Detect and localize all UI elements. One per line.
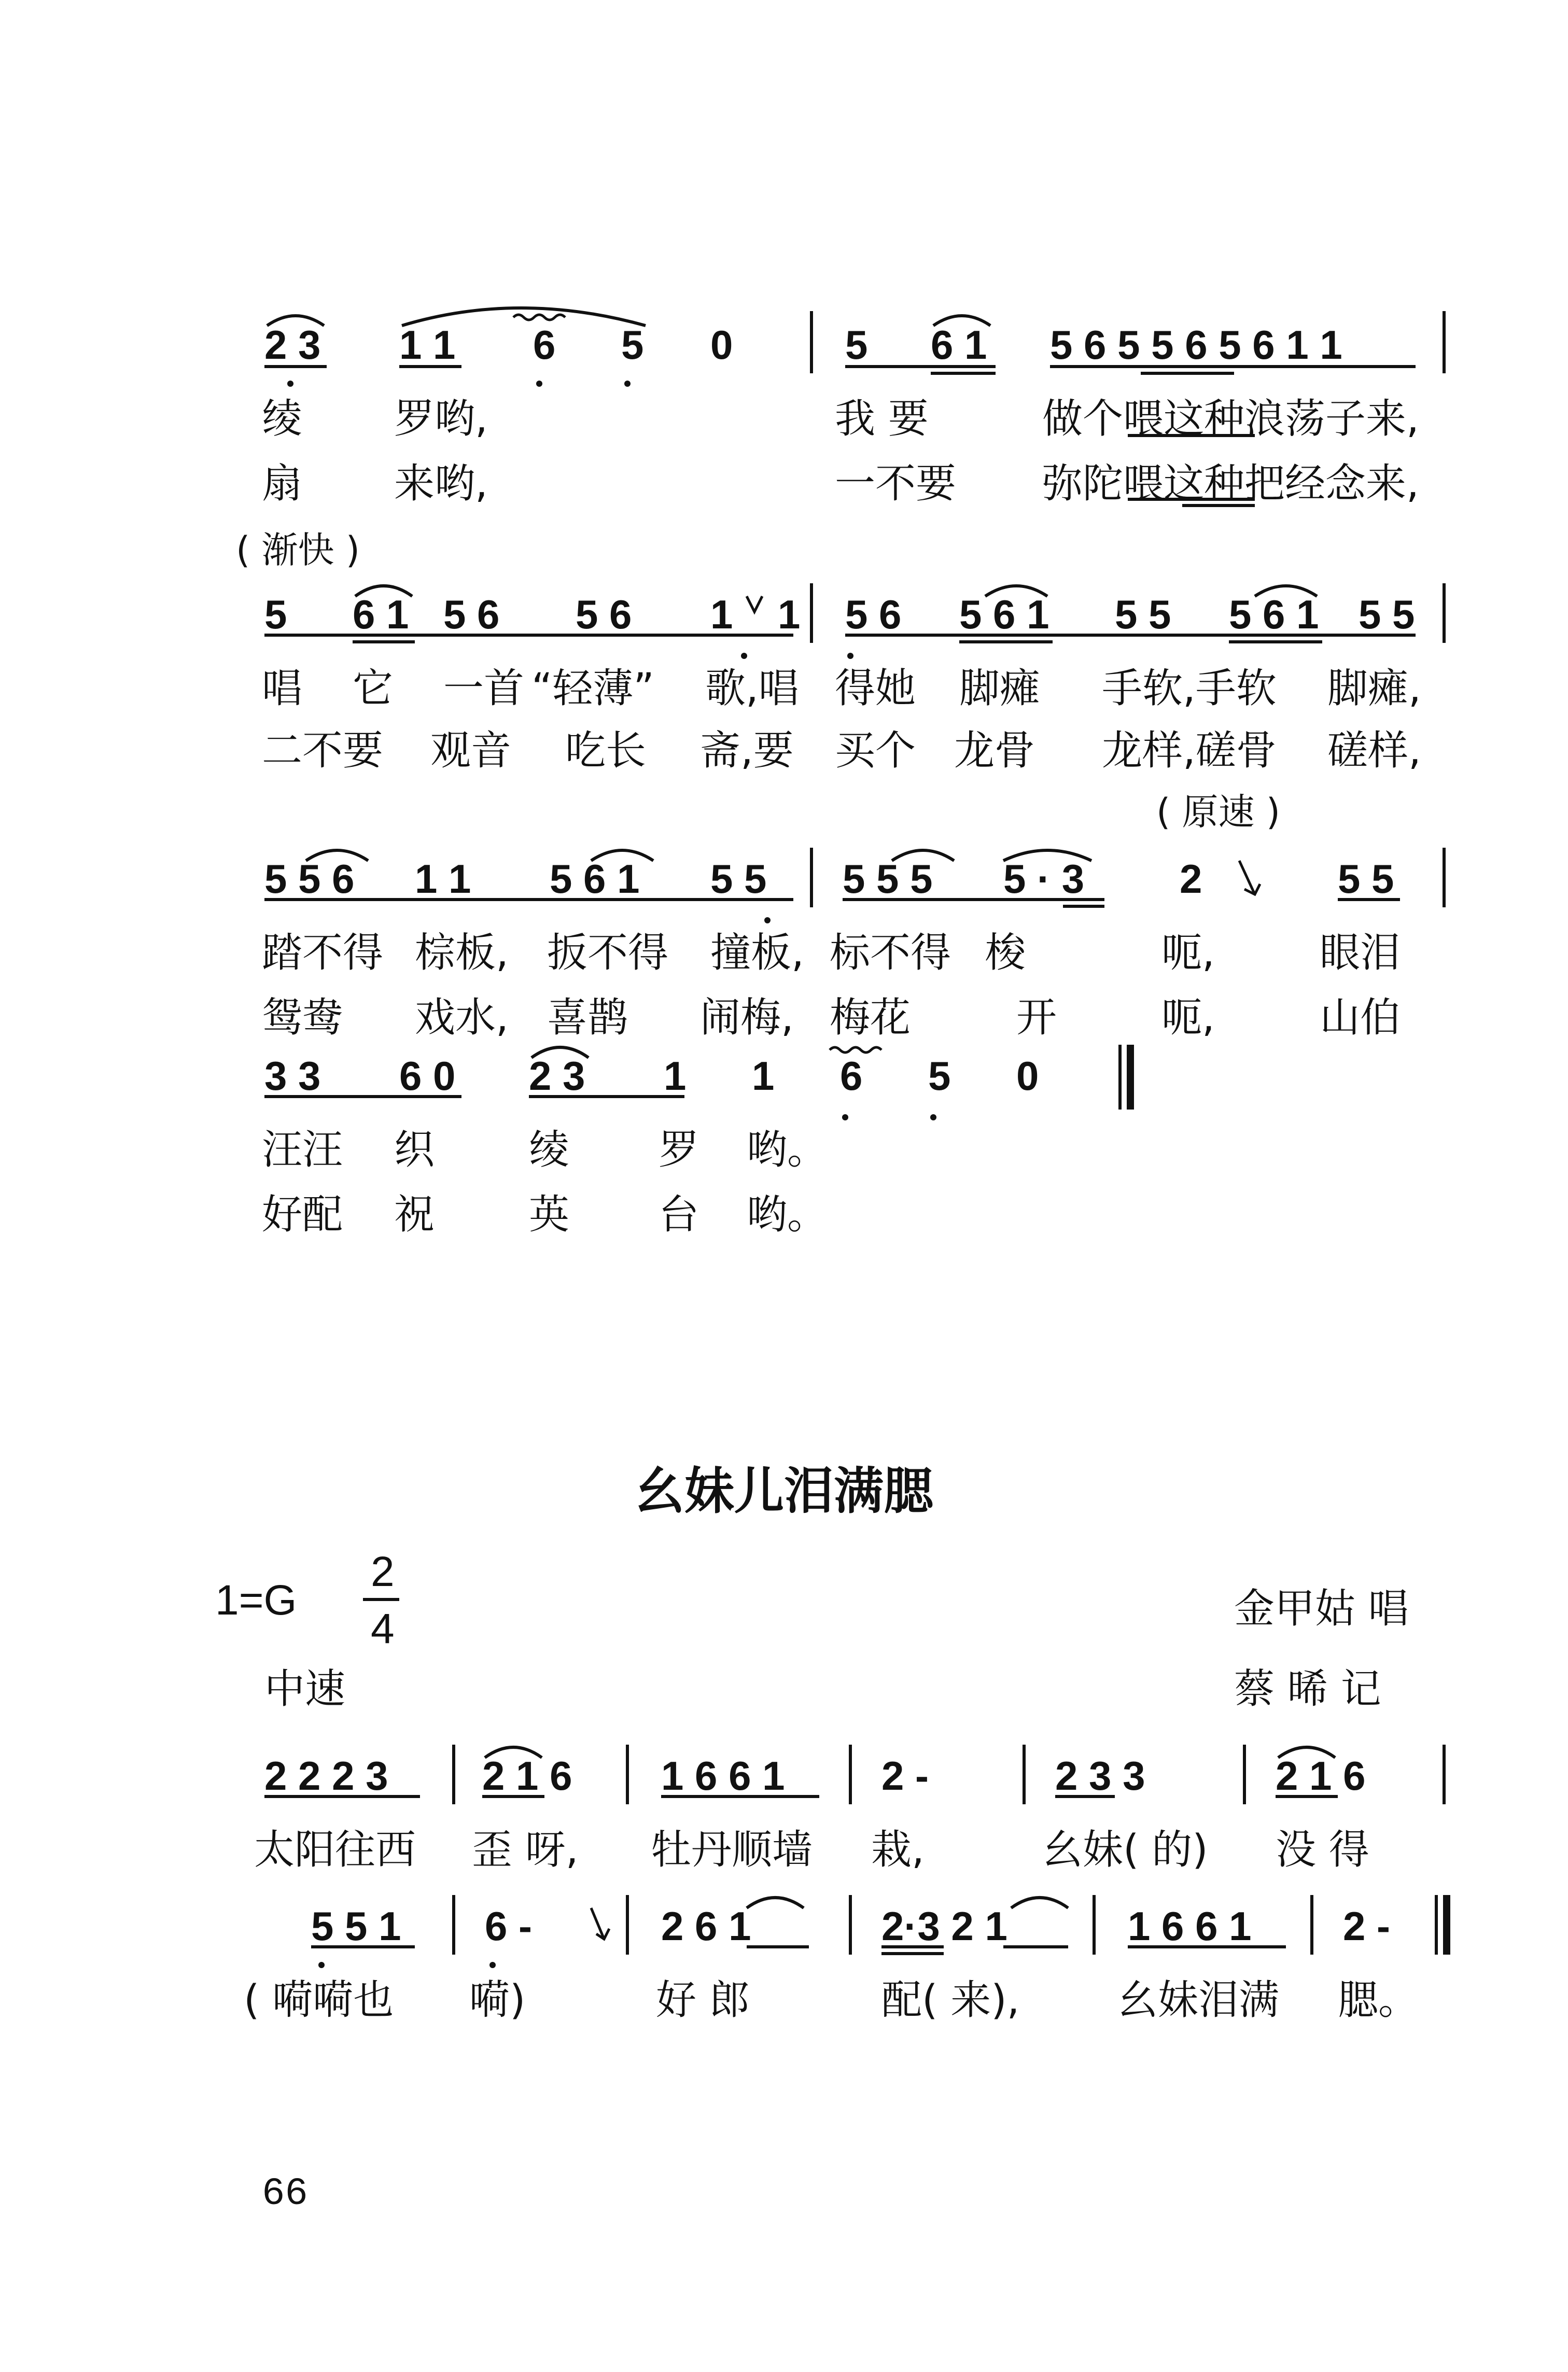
note-group: 6 1 bbox=[353, 592, 409, 637]
lyric: 脚瘫, bbox=[1327, 665, 1421, 712]
trill bbox=[830, 1047, 881, 1052]
lyric: 罗哟, bbox=[394, 396, 488, 442]
note-group: 5 6 1 bbox=[1229, 592, 1319, 637]
lyric: 买个 bbox=[835, 727, 916, 774]
key-signature: 1=G bbox=[215, 1577, 297, 1624]
tempo-mark-original: ( 原速 ) bbox=[1156, 791, 1281, 833]
lyric: 脚瘫 bbox=[959, 665, 1041, 712]
note-group: 1 1 bbox=[399, 322, 456, 368]
lyric: 扳不得 bbox=[547, 930, 669, 976]
lyric: 一不要 bbox=[835, 460, 957, 507]
lyric: 做个喂这种浪荡子来, bbox=[1042, 396, 1419, 442]
lyric: 踏不得 bbox=[262, 930, 384, 976]
note-group: 5 5 5 bbox=[843, 856, 933, 902]
lyric: 扇 bbox=[262, 460, 303, 507]
lyric: 手软,手软 bbox=[1102, 665, 1277, 712]
note-group: 5 6 bbox=[845, 592, 902, 637]
note-group: 6 1 bbox=[931, 322, 987, 368]
note-group: 1 bbox=[752, 1053, 775, 1099]
note-group: 5 5 6 bbox=[264, 856, 355, 902]
tempo-mark-accelerando: ( 渐快 ) bbox=[236, 529, 360, 571]
note-group: 2·3 2 1 bbox=[881, 1903, 1007, 1949]
note-group: 5 5 bbox=[1115, 592, 1171, 637]
note-group: 5 6 1 bbox=[550, 856, 640, 902]
lyric: 好 郎 bbox=[656, 1977, 750, 2024]
note-group: 2 3 bbox=[264, 322, 321, 368]
lyric: 磋样, bbox=[1327, 727, 1421, 774]
lyric: 哟。 bbox=[747, 1191, 828, 1238]
note-group: 1 bbox=[710, 592, 733, 637]
slur bbox=[1003, 850, 1091, 861]
lyric: 太阳往西 bbox=[254, 1827, 416, 1873]
lyric: 开 bbox=[1016, 994, 1057, 1041]
lyric: 梅花 bbox=[830, 994, 911, 1041]
lyric: 观音 bbox=[430, 727, 512, 774]
note-group: 0 bbox=[710, 322, 733, 368]
lyric: 二不要 bbox=[262, 727, 384, 774]
lyric: 歌,唱 bbox=[705, 665, 799, 712]
lyric: 棕板, bbox=[415, 930, 509, 976]
note-group: 5 6 bbox=[443, 592, 500, 637]
lyric: 一首 bbox=[443, 665, 525, 712]
lyric: 嗬) bbox=[469, 1977, 526, 2024]
lyric: 得她 bbox=[835, 665, 916, 712]
note-group: 2 - bbox=[881, 1753, 929, 1799]
lyric: 牡丹顺墙 bbox=[651, 1827, 813, 1873]
slur bbox=[933, 316, 990, 326]
lyric: 闹梅, bbox=[700, 994, 794, 1041]
slur bbox=[591, 850, 653, 861]
slur bbox=[355, 586, 412, 596]
slur bbox=[306, 850, 368, 861]
lyric: 龙骨 bbox=[954, 727, 1035, 774]
note-group: 5 6 1 bbox=[959, 592, 1049, 637]
note-group: 5 bbox=[621, 322, 644, 368]
lyric: 唱 bbox=[262, 665, 303, 712]
lyric: 幺妹( 的) bbox=[1042, 1827, 1208, 1873]
lyric: 英 bbox=[529, 1191, 570, 1238]
lyric: 鸳鸯 bbox=[262, 994, 343, 1041]
slur bbox=[267, 316, 324, 326]
note-group: 5 5 1 bbox=[311, 1903, 401, 1949]
slur bbox=[892, 850, 954, 861]
lyric: 绫 bbox=[529, 1127, 570, 1173]
lyric: 罗 bbox=[659, 1127, 699, 1173]
lyric: 戏水, bbox=[415, 994, 509, 1041]
singer-credit: 金甲姑 唱 bbox=[1234, 1585, 1409, 1632]
lyric: 幺妹泪满 bbox=[1117, 1977, 1280, 2024]
lyric: 眼泪 bbox=[1320, 930, 1401, 976]
note-group: 3 3 bbox=[264, 1053, 321, 1099]
note-group: 2 2 2 3 bbox=[264, 1753, 388, 1799]
note-group: 1 1 bbox=[415, 856, 471, 902]
lyric: 梭 bbox=[985, 930, 1026, 976]
lyric: 喜鹊 bbox=[547, 994, 628, 1041]
lyric: 台 bbox=[659, 1191, 699, 1238]
note-group: 6 - bbox=[485, 1903, 533, 1949]
note-group: 6 bbox=[533, 322, 556, 368]
note-group: 0 bbox=[1016, 1053, 1039, 1099]
lyric: 好配 bbox=[262, 1191, 343, 1238]
lyric: 呃, bbox=[1161, 994, 1215, 1041]
note-group: 5 bbox=[928, 1053, 951, 1099]
slur bbox=[531, 1047, 589, 1058]
lyric: 歪 呀, bbox=[472, 1827, 579, 1873]
note-group: 2 6 1 bbox=[661, 1903, 751, 1949]
lyric: 汪汪 bbox=[262, 1127, 343, 1173]
lyric: 呃, bbox=[1161, 930, 1215, 976]
note-group: 5 bbox=[264, 592, 287, 637]
lyric: 斋,要 bbox=[700, 727, 794, 774]
note-group: 2 bbox=[1180, 856, 1202, 902]
note-group: 5 5 bbox=[1338, 856, 1394, 902]
trill bbox=[513, 315, 565, 320]
recorder-credit: 蔡 晞 记 bbox=[1234, 1666, 1381, 1713]
note-group: 2 3 3 bbox=[1055, 1753, 1145, 1799]
note-group: 5 bbox=[845, 322, 868, 368]
note-group: 5 6 5 5 6 5 6 1 1 bbox=[1050, 322, 1342, 368]
time-signature-denominator: 4 bbox=[371, 1605, 395, 1652]
slur bbox=[1255, 586, 1317, 596]
lyric: 弥陀喂这种把经念来, bbox=[1042, 460, 1419, 507]
slur bbox=[985, 586, 1047, 596]
note-group: 5 · 3 bbox=[1003, 856, 1085, 902]
note-group: 1 6 6 1 bbox=[1128, 1903, 1252, 1949]
lyric: 来哟, bbox=[394, 460, 488, 507]
lyric: 撞板, bbox=[710, 930, 804, 976]
note-group: 6 0 bbox=[399, 1053, 456, 1099]
note-group: 1 bbox=[664, 1053, 687, 1099]
lyric: 祝 bbox=[394, 1191, 435, 1238]
page-number: 66 bbox=[262, 2172, 308, 2216]
note-group: 2 3 bbox=[529, 1053, 585, 1099]
note-group: 2 1 6 bbox=[1276, 1753, 1366, 1799]
tempo-marking: 中速 bbox=[264, 1666, 346, 1713]
note-group: 2 1 6 bbox=[482, 1753, 572, 1799]
lyric: 龙样,磋骨 bbox=[1102, 727, 1277, 774]
lyric: 绫 bbox=[262, 396, 303, 442]
lyric: 配( 来), bbox=[881, 1977, 1020, 2024]
lyric: 吃长 bbox=[565, 727, 647, 774]
lyric: 没 得 bbox=[1276, 1827, 1369, 1873]
note-group: 1 6 6 1 bbox=[661, 1753, 785, 1799]
lyric: ( 嗬嗬也 bbox=[244, 1977, 394, 2024]
song-title: 幺妹儿泪满腮 bbox=[635, 1462, 933, 1520]
lyric: 它 bbox=[353, 665, 394, 712]
lyric: “轻薄” bbox=[531, 665, 654, 712]
note-group: 1 bbox=[778, 592, 801, 637]
lyric: 我 要 bbox=[835, 396, 929, 442]
note-group: 5 6 bbox=[576, 592, 632, 637]
note-group: 6 bbox=[840, 1053, 863, 1099]
time-signature-numerator: 2 bbox=[371, 1548, 395, 1595]
lyric: 织 bbox=[394, 1127, 435, 1173]
note-group: 5 5 bbox=[1359, 592, 1415, 637]
lyric: 山伯 bbox=[1320, 994, 1401, 1041]
note-group: 5 5 bbox=[710, 856, 767, 902]
lyric: 腮。 bbox=[1338, 1977, 1419, 2024]
note-group: 2 - bbox=[1343, 1903, 1391, 1949]
lyric: 栽, bbox=[871, 1827, 925, 1873]
lyric: 哟。 bbox=[747, 1127, 828, 1173]
lyric: 标不得 bbox=[830, 930, 951, 976]
